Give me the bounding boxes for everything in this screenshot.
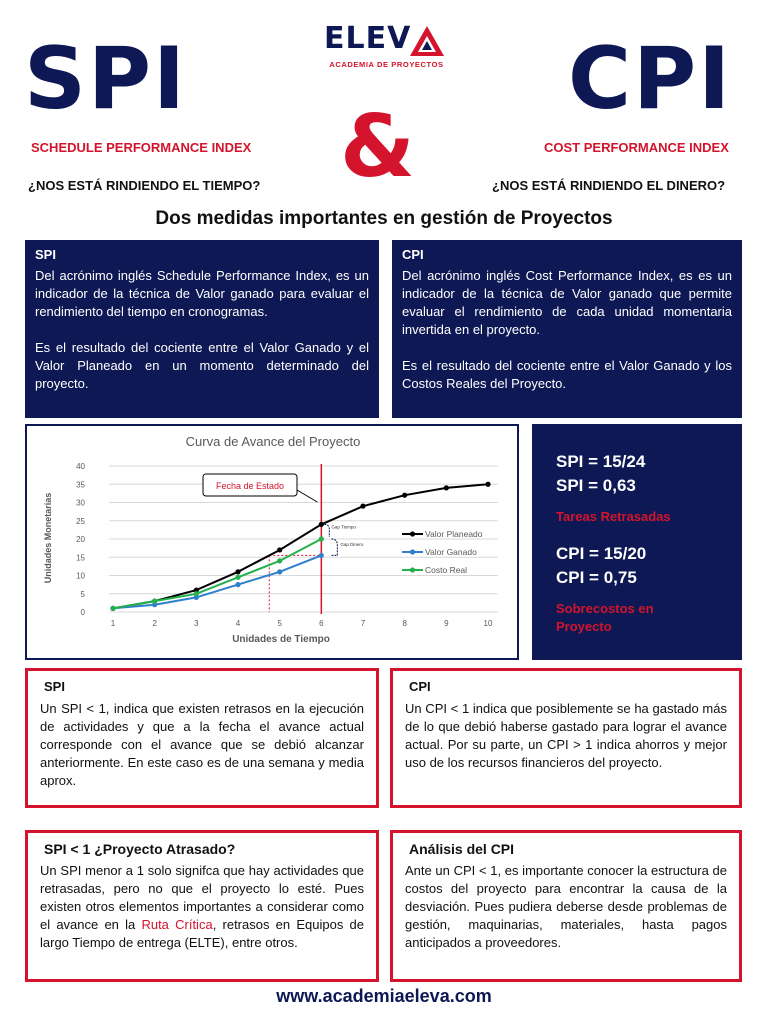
spi-note: Tareas Retrasadas bbox=[556, 509, 671, 524]
series-point-0 bbox=[319, 522, 324, 527]
main-title: Dos medidas importantes en gestión de Proyectos bbox=[155, 208, 613, 229]
legend-label-0: Valor Planeado bbox=[425, 529, 483, 539]
spi-value: SPI = 0,63 bbox=[556, 476, 636, 495]
cpi-note: Sobrecostos en Proyecto bbox=[556, 601, 654, 634]
spi-formula: SPI = 15/24 bbox=[556, 452, 646, 471]
cpi-analysis-detail-box bbox=[390, 830, 742, 982]
cpi-analysis-box bbox=[390, 668, 742, 808]
series-point-2 bbox=[110, 606, 115, 611]
cpi-formula: CPI = 15/20 bbox=[556, 544, 647, 563]
ampersand: & bbox=[340, 97, 415, 197]
cpi-analysis-text: Un CPI < 1 indica que posiblemente se ha gastado más de lo que debió haberse gastado para lograr el avance actual. Por su parte, un CPI > 1 indica ahorros y mejor uso de los recursos financieros del proyecto. bbox=[405, 701, 727, 770]
spi-delayed-title: SPI < 1 ¿Proyecto Atrasado? bbox=[44, 841, 236, 857]
y-tick-label: 20 bbox=[76, 535, 85, 544]
chart-title: Curva de Avance del Proyecto bbox=[185, 434, 361, 449]
cpi-definition-box bbox=[392, 240, 742, 418]
series-point-0 bbox=[235, 569, 240, 574]
y-tick-label: 5 bbox=[80, 589, 85, 599]
legend-marker-1 bbox=[410, 549, 415, 554]
series-point-0 bbox=[360, 504, 365, 509]
cpi-heading: CPI bbox=[568, 29, 733, 129]
gap-time-label: Gap Tiempo bbox=[331, 524, 356, 530]
series-point-2 bbox=[194, 591, 199, 596]
spi-definition-p2: Es el resultado del cociente entre el Valor Ganado y el Valor Planeado en un momento determinado del proyecto. bbox=[35, 340, 369, 391]
spi-definition-box bbox=[25, 240, 379, 418]
spi-analysis-text: Un SPI < 1, indica que existen retrasos en la ejecución de actividades y que a la fecha el avance actual corresponde con el avance que se debió alcanzar anteriormente. En este caso es de una semana y media aprox. bbox=[40, 701, 364, 788]
results-panel bbox=[532, 424, 742, 660]
x-tick-label: 4 bbox=[235, 619, 241, 628]
logo-triangle-icon bbox=[410, 26, 444, 56]
x-axis-label: Unidades de Tiempo bbox=[232, 634, 330, 645]
critical-path-link[interactable]: Ruta Crítica bbox=[141, 917, 213, 932]
progress-curve-chart bbox=[27, 426, 517, 658]
series-point-0 bbox=[444, 485, 449, 490]
chart-panel bbox=[25, 424, 519, 660]
series-point-2 bbox=[152, 598, 157, 603]
time-gap-bracket bbox=[324, 524, 329, 537]
cpi-full-name: COST PERFORMANCE INDEX bbox=[544, 140, 729, 155]
website-link[interactable]: www.academiaeleva.com bbox=[276, 986, 492, 1006]
cpi-analysis-detail-title: Análisis del CPI bbox=[409, 841, 515, 857]
x-tick-label: 7 bbox=[360, 619, 366, 628]
spi-heading: SPI bbox=[24, 29, 187, 129]
spi-full-name: SCHEDULE PERFORMANCE INDEX bbox=[31, 140, 252, 155]
y-tick-label: 30 bbox=[76, 498, 85, 508]
x-tick-label: 8 bbox=[402, 619, 407, 628]
spi-definition-title: SPI bbox=[35, 247, 56, 262]
status-date-arrow bbox=[297, 490, 317, 502]
spi-delayed-box bbox=[25, 830, 379, 982]
series-point-2 bbox=[319, 536, 324, 541]
legend-marker-0 bbox=[410, 531, 415, 536]
y-axis-label: Unidades Monetarias bbox=[43, 492, 53, 584]
cpi-analysis-detail-text: Ante un CPI < 1, es importante conocer la estructura de costos del proyecto para encontrar la causa de la desviación. Pues pudiera deberse desde problemas de gestión, maquinarias, materiales, hasta pagos anticipados a proveedores. bbox=[405, 863, 727, 950]
money-gap-bracket bbox=[331, 539, 337, 555]
series-point-0 bbox=[402, 493, 407, 498]
series-point-1 bbox=[319, 553, 324, 558]
x-tick-label: 2 bbox=[152, 619, 157, 628]
eleva-logo bbox=[304, 20, 464, 74]
legend-marker-2 bbox=[410, 567, 415, 572]
y-tick-label: 10 bbox=[76, 571, 85, 581]
spi-delayed-text-before: Un SPI menor a 1 solo signifca que hay actividades que retrasadas, pero no que el proyecto lo esté. Pues existen otros elementos importantes a considerar como el avance en la bbox=[40, 863, 364, 932]
y-tick-label: 25 bbox=[76, 516, 85, 526]
logo-subtitle: ACADEMIA DE PROYECTOS bbox=[329, 60, 444, 69]
cpi-definition-p2: Es el resultado del cociente entre el Valor Ganado y los Costos Reales del Proyecto. bbox=[402, 358, 732, 391]
series-point-2 bbox=[277, 558, 282, 563]
legend-label-2: Costo Real bbox=[425, 565, 468, 575]
series-point-2 bbox=[235, 575, 240, 580]
x-tick-label: 10 bbox=[483, 619, 493, 628]
spi-definition-p1: Del acrónimo inglés Schedule Performance Index, es un indicador de la técnica de Valor ganado para evaluar el rendimiento del tiempo en cronogramas. bbox=[35, 268, 369, 319]
series-point-0 bbox=[277, 547, 282, 552]
series-point-0 bbox=[485, 482, 490, 487]
cpi-definition-title: CPI bbox=[402, 247, 424, 262]
gap-money-label: Gap Dinero bbox=[340, 542, 364, 547]
cpi-analysis-title: CPI bbox=[409, 679, 431, 694]
x-tick-label: 3 bbox=[194, 619, 199, 628]
cpi-value: CPI = 0,75 bbox=[556, 568, 637, 587]
x-tick-label: 1 bbox=[110, 619, 116, 628]
x-tick-label: 9 bbox=[444, 619, 449, 628]
spi-delayed-text-after: , retrasos en Equipos de largo Tiempo de entrega (ELTE), entre otros. bbox=[40, 917, 364, 950]
y-tick-label: 35 bbox=[76, 480, 85, 490]
y-tick-label: 0 bbox=[80, 608, 85, 617]
y-tick-label: 40 bbox=[76, 462, 85, 471]
cpi-question: ¿NOS ESTÁ RINDIENDO EL DINERO? bbox=[492, 178, 726, 193]
cpi-definition-p1: Del acrónimo inglés Cost Performance Index, es es un indicador de la técnica de Valor ganado que permite evaluar el rendimiento de cada unidad momentaria invertida en el proyecto. bbox=[402, 268, 732, 337]
logo-wordmark: ELEV bbox=[324, 21, 412, 56]
spi-analysis-title: SPI bbox=[44, 679, 65, 694]
status-date-label: Fecha de Estado bbox=[215, 481, 285, 491]
x-tick-label: 6 bbox=[319, 619, 324, 628]
spi-question: ¿NOS ESTÁ RINDIENDO EL TIEMPO? bbox=[28, 178, 261, 193]
x-tick-label: 5 bbox=[277, 619, 282, 628]
spi-analysis-box bbox=[25, 668, 379, 808]
series-point-1 bbox=[235, 582, 240, 587]
y-tick-label: 15 bbox=[76, 553, 85, 563]
legend-label-1: Valor Ganado bbox=[425, 547, 477, 557]
series-line-2 bbox=[113, 539, 321, 608]
series-point-1 bbox=[277, 569, 282, 574]
spi-delayed-text bbox=[40, 862, 364, 952]
